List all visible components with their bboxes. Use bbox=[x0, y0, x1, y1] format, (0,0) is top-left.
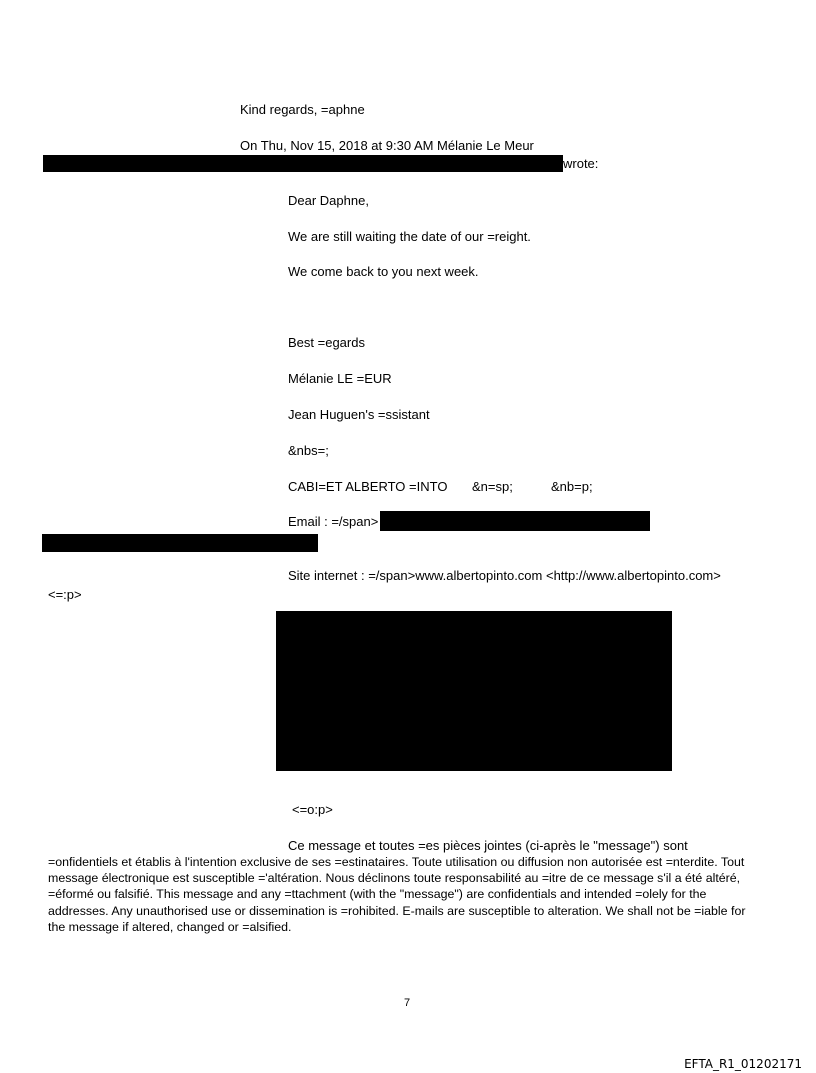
company-spacer-2: &nb=p; bbox=[551, 479, 593, 494]
email-label: Email : =/span> bbox=[288, 514, 379, 529]
closing: Best =egards bbox=[288, 335, 365, 350]
company-spacer-1: &n=sp; bbox=[472, 479, 513, 494]
quote-header: On Thu, Nov 15, 2018 at 9:30 AM Mélanie Le Meur bbox=[240, 138, 534, 153]
body-line-1: We are still waiting the date of our =reight. bbox=[288, 229, 531, 244]
sender-role: Jean Huguen's =ssistant bbox=[288, 407, 430, 422]
page-number: 7 bbox=[404, 997, 411, 1009]
redaction-bar-sender-email bbox=[43, 155, 563, 172]
op-tag-1: <=:p> bbox=[48, 587, 82, 602]
redaction-bar-email-2 bbox=[42, 534, 318, 552]
op-tag-2: <=o:p> bbox=[292, 802, 333, 817]
site-line: Site internet : =/span>www.albertopinto.com <http://www.albertopinto.com> bbox=[288, 568, 721, 583]
company-name: CABI=ET ALBERTO =INTO bbox=[288, 479, 448, 494]
disclaimer-first-line: Ce message et toutes =es pièces jointes (ci-après le "message") sont bbox=[288, 838, 688, 853]
nbsp-line: &nbs=; bbox=[288, 443, 329, 458]
sign-off: Kind regards, =aphne bbox=[240, 102, 365, 117]
redaction-bar-email-1 bbox=[380, 511, 650, 531]
greeting: Dear Daphne, bbox=[288, 193, 369, 208]
body-line-2: We come back to you next week. bbox=[288, 264, 479, 279]
disclaimer-body: =onfidentiels et établis à l'intention exclusive de ses =estinataires. Toute utilisation ou diffusion non autorisée est =nterdite. Tout message électronique est susceptible ='altération. Nous déclinons toute responsabilité au =itre de ce message s'il a été altéré, =éformé ou falsifié. This message and any =ttachment (with the "message") are confidentials and intended =olely for the addresses. Any unauthorised use or dissemination is =rohibited. E-mails are susceptible to alteration. We shall not be =iable for the message if altered, changed or =alsified. bbox=[48, 855, 746, 934]
sender-name: Mélanie LE =EUR bbox=[288, 371, 392, 386]
wrote-suffix: wrote: bbox=[563, 156, 599, 171]
document-id: EFTA_R1_01202171 bbox=[684, 1057, 802, 1071]
redaction-block-logo bbox=[276, 611, 672, 771]
